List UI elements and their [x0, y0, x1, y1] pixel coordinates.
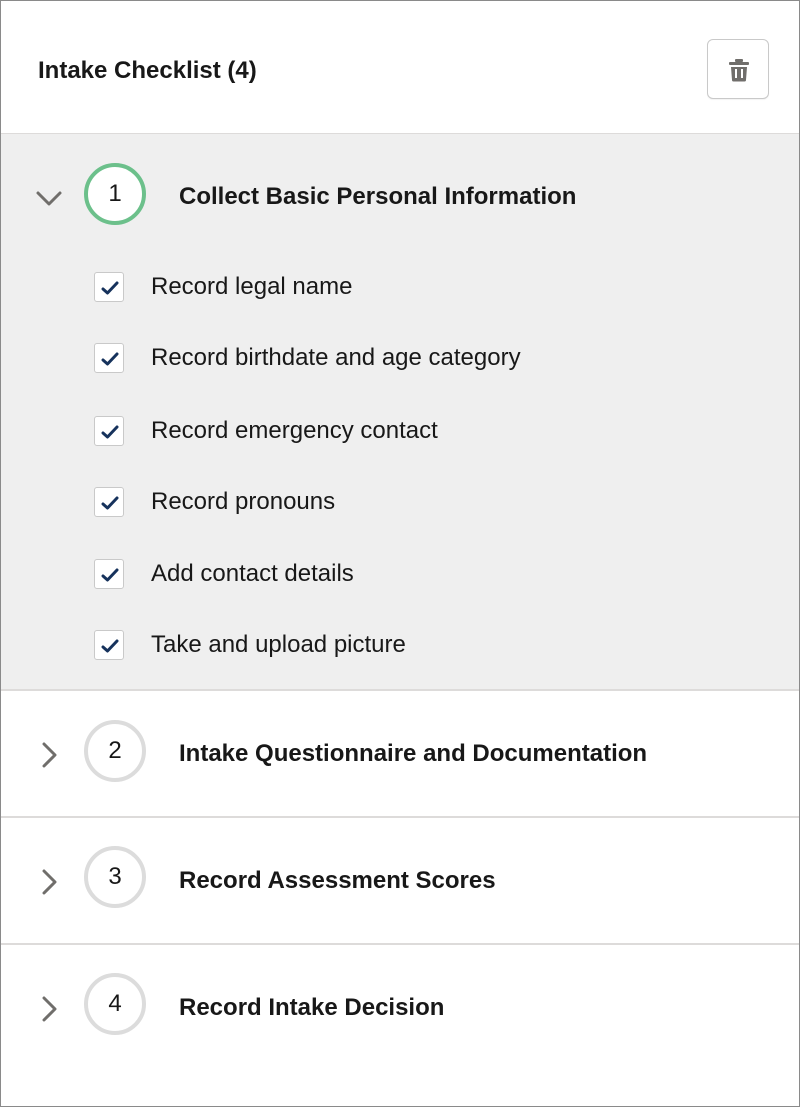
check-icon	[101, 425, 119, 439]
check-icon	[101, 352, 119, 366]
task-label: Record birthdate and age category	[151, 344, 521, 371]
task-label: Record legal name	[151, 273, 353, 300]
task-item	[94, 342, 744, 374]
check-icon	[101, 568, 119, 582]
task-label: Record pronouns	[151, 488, 336, 515]
task-item	[94, 271, 744, 303]
section-collect-basic-personal-information	[1, 134, 799, 691]
chevron-right-icon[interactable]	[39, 995, 59, 1023]
check-icon	[101, 639, 119, 653]
section-title[interactable]: Collect Basic Personal Information	[179, 183, 577, 210]
task-label: Take and upload picture	[151, 631, 406, 658]
delete-button[interactable]	[707, 39, 769, 99]
task-checkbox[interactable]	[94, 343, 124, 373]
card-title: Intake Checklist (4)	[38, 57, 257, 84]
step-number-badge: 1	[84, 163, 146, 225]
task-item	[94, 629, 744, 661]
task-checkbox[interactable]	[94, 630, 124, 660]
section-title[interactable]: Intake Questionnaire and Documentation	[179, 740, 648, 767]
section-intake-questionnaire	[1, 691, 799, 818]
task-checkbox[interactable]	[94, 272, 124, 302]
section-title[interactable]: Record Assessment Scores	[179, 867, 496, 894]
step-number-badge: 4	[84, 973, 146, 1035]
task-item	[94, 558, 744, 590]
task-item	[94, 415, 744, 447]
task-checkbox[interactable]	[94, 487, 124, 517]
task-label: Add contact details	[151, 560, 354, 587]
task-item	[94, 486, 744, 518]
check-icon	[101, 281, 119, 295]
step-number-badge: 2	[84, 720, 146, 782]
task-label: Record emergency contact	[151, 417, 438, 444]
check-icon	[101, 496, 119, 510]
section-title[interactable]: Record Intake Decision	[179, 994, 445, 1021]
task-checkbox[interactable]	[94, 559, 124, 589]
chevron-down-icon[interactable]	[35, 189, 63, 207]
step-number-badge: 3	[84, 846, 146, 908]
task-checkbox[interactable]	[94, 416, 124, 446]
chevron-right-icon[interactable]	[39, 741, 59, 769]
section-record-assessment-scores	[1, 818, 799, 945]
card-header	[1, 1, 799, 135]
section-record-intake-decision	[1, 945, 799, 1106]
trash-icon	[727, 58, 751, 82]
chevron-right-icon[interactable]	[39, 868, 59, 896]
